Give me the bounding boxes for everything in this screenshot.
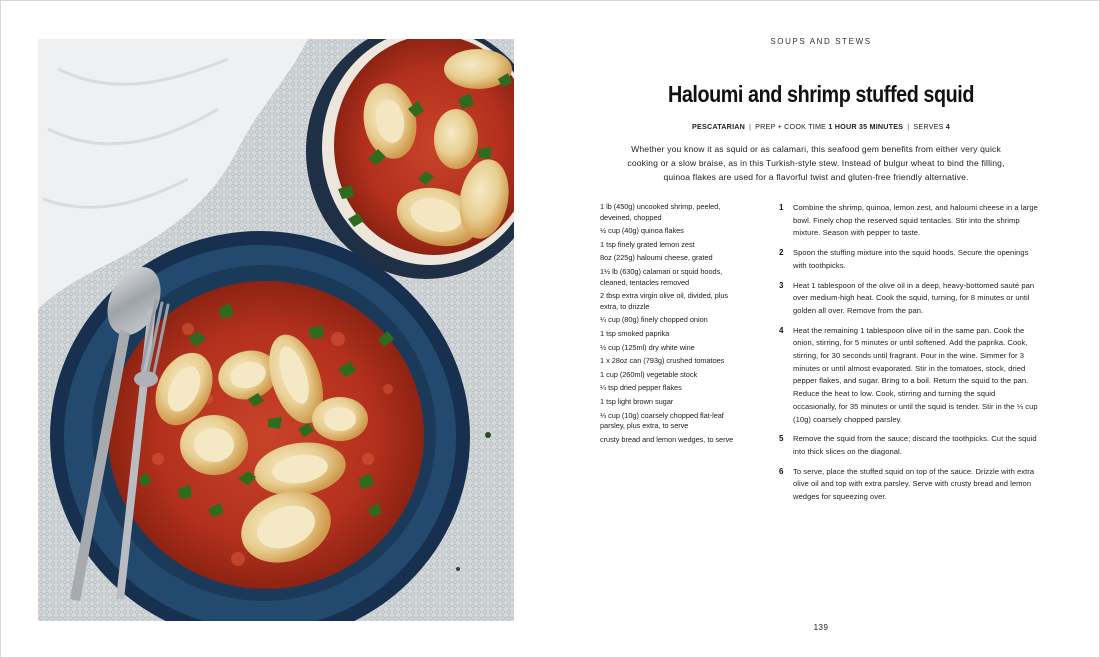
method-step xyxy=(779,466,1039,504)
step-number: 6 xyxy=(779,466,784,476)
method-step xyxy=(779,433,1039,458)
ingredient-item: ½ cup (40g) quinoa flakes xyxy=(600,226,684,236)
ingredient-item: ⅓ cup (10g) coarsely chopped flat-leaf parsley, plus extra, to serve xyxy=(600,410,724,431)
ingredient-item: ¼ cup (80g) finely chopped onion xyxy=(600,315,708,325)
ingredient-item: 8oz (225g) haloumi cheese, grated xyxy=(600,253,713,263)
recipe-photo xyxy=(38,39,514,621)
step-number: 3 xyxy=(779,280,784,290)
method-steps xyxy=(779,202,1039,511)
step-number: 5 xyxy=(779,434,784,444)
ingredient-item: 1 tsp finely grated lemon zest xyxy=(600,239,695,249)
ingredient-item: 1 cup (260ml) vegetable stock xyxy=(600,369,698,379)
ingredient-item: crusty bread and lemon wedges, to serve xyxy=(600,434,734,444)
step-number: 4 xyxy=(779,325,784,335)
serves-label: SERVES xyxy=(913,122,944,131)
serves-value: 4 xyxy=(945,122,950,131)
method-step xyxy=(779,325,1039,427)
step-text: To serve, place the stuffed squid on top of the sauce. Drizzle with extra olive oil and top with extra parsley. Serve with crusty bread and lemon wedges for squeezing over. xyxy=(793,466,1035,502)
ingredient-item: 1 lb (450g) uncooked shrimp, peeled, deveined, chopped xyxy=(600,202,721,222)
method-step xyxy=(779,202,1039,240)
ingredient-item: 1 x 28oz can (793g) crushed tomatoes xyxy=(600,356,725,366)
ingredient-item: ½ cup (125ml) dry white wine xyxy=(600,342,695,352)
diet-label: PESCATARIAN xyxy=(692,122,746,131)
step-text: Remove the squid from the sauce; discard the toothpicks. Cut the squid into thick slices on the diagonal. xyxy=(793,434,1037,456)
step-text: Heat the remaining 1 tablespoon olive oil in the same pan. Cook the onion, stirring, for 5 minutes or until softened. Add the paprika. Cook, stirring, for 30 seconds until fragrant. Pour in the wine. Simmer for 3 minutes or until almost evaporated. Stir in the tomatoes, stock, dried pepper flakes, and sugar. Bring to a boil. Return the squid to the pan. Reduce the heat to low. Cook, stirring and turning the squid occasionally, for 35 minutes or until the squid is tender. Stir in the ⅓ cup (10g) coarsely chopped parsley. xyxy=(793,325,1038,424)
step-number: 1 xyxy=(779,203,784,212)
method-step xyxy=(779,280,1039,318)
step-text: Heat 1 tablespoon of the olive oil in a deep, heavy-bottomed sauté pan over medium-high heat. Cook the squid, turning, for 8 minutes or until golden all over. Remove from the pan. xyxy=(793,280,1035,315)
ingredient-item: 1 tsp light brown sugar xyxy=(600,396,674,406)
ingredients-list xyxy=(600,202,748,448)
time-label: PREP + COOK TIME xyxy=(755,122,827,131)
recipe-intro: Whether you know it as squid or as calamari, this seafood gem benefits from either very quick cooking or a slow braise, as in this Turkish-style stew. Instead of bulgur wheat to bind the filling, quinoa flakes are used for a flavorful twist and gluten-free friendly alternative. xyxy=(627,144,1005,183)
method-step xyxy=(779,247,1039,272)
recipe-meta: PESCATARIAN | PREP + COOK TIME 1 HOUR 35 MINUTES | SERVES 4 xyxy=(692,122,950,131)
recipe-title: Haloumi and shrimp stuffed squid xyxy=(667,81,975,107)
ingredient-item: 2 tbsp extra virgin olive oil, divided, plus extra, to drizzle xyxy=(600,291,729,311)
ingredient-item: 1½ lb (630g) calamari or squid hoods, cleaned, tentacles removed xyxy=(600,266,723,287)
step-text: Combine the shrimp, quinoa, lemon zest, and haloumi cheese in a large bowl. Finely chop the reserved squid tentacles. Stir into the shrimp mixture. Season with pepper to taste. xyxy=(793,203,1038,238)
step-number: 2 xyxy=(779,248,784,258)
ingredient-item: 1 tsp smoked paprika xyxy=(600,328,670,338)
time-value: 1 HOUR 35 MINUTES xyxy=(828,122,904,131)
section-label: SOUPS AND STEWS xyxy=(770,37,872,46)
page-number: 139 xyxy=(813,623,829,632)
ingredient-item: ¼ tsp dried pepper flakes xyxy=(600,383,682,393)
step-text: Spoon the stuffing mixture into the squid hoods. Secure the openings with toothpicks. xyxy=(793,248,1029,270)
